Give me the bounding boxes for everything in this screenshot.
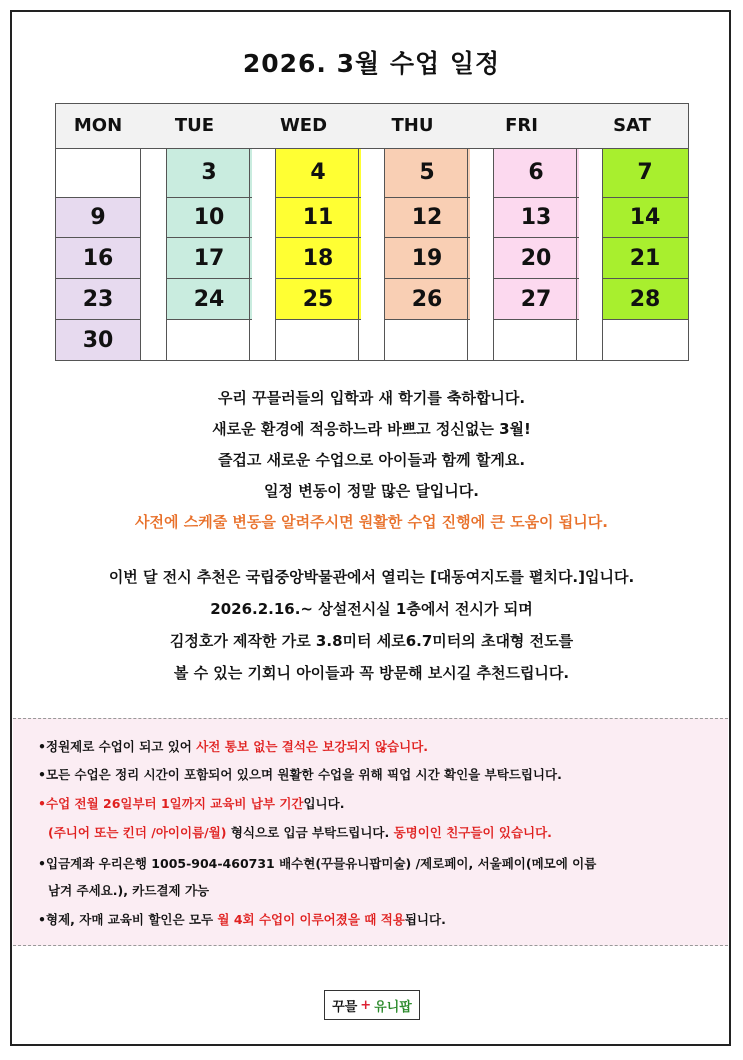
note-absence: •정원제로 수업이 되고 있어 사전 통보 없는 결석은 보강되지 않습니다. [38, 739, 429, 754]
intro-line: 새로운 환경에 적응하느라 바쁘고 정신없는 3월! [212, 420, 531, 438]
intro-line: 즐겁고 새로운 수업으로 아이들과 함께 할게요. [217, 451, 526, 469]
exhibit-line: 이번 달 전시 추천은 국립중앙박물관에서 열리는 [대동여지도를 펼치다.]입니다. [108, 568, 635, 586]
calendar-date-17: 17 [166, 238, 252, 279]
calendar-date-5: 5 [384, 148, 470, 198]
day-header-tue: TUE [140, 104, 249, 148]
calendar-date-18: 18 [275, 238, 361, 279]
intro-text [0, 383, 743, 538]
calendar-date-10: 10 [166, 198, 252, 238]
exhibit-line: 볼 수 있는 기회니 아이들과 꼭 방문해 보시길 추천드립니다. [173, 664, 570, 682]
note-payment-format: (주니어 또는 킨더 /아이이름/월) 형식으로 입금 부탁드립니다. 동명이인 친구들이 있습니다. [48, 825, 552, 840]
grid-line [493, 148, 494, 361]
calendar-date-27: 27 [493, 279, 579, 320]
calendar-empty-cell [384, 320, 470, 361]
note-account: •입금계좌 우리은행 1005-904-460731 배수현(꾸믈유니팝미술) /제로페이, 서울페이(메모에 이름 [38, 856, 597, 871]
grid-line [384, 148, 385, 361]
calendar-date-9: 9 [56, 198, 140, 238]
day-header-mon: MON [56, 104, 140, 148]
calendar-empty-cell [602, 320, 688, 361]
intro-line: 일정 변동이 정말 많은 달입니다. [264, 482, 479, 500]
calendar-date-20: 20 [493, 238, 579, 279]
grid-line [576, 148, 577, 361]
calendar-date-19: 19 [384, 238, 470, 279]
exhibit-line: 2026.2.16.~ 상설전시실 1층에서 전시가 되며 [210, 600, 533, 618]
brand-logo: 꾸믈 + 유니팝 [324, 990, 420, 1020]
calendar-date-23: 23 [56, 279, 140, 320]
calendar-date-30: 30 [56, 320, 140, 361]
intro-highlight-line: 사전에 스케줄 변동을 알려주시면 원활한 수업 진행에 큰 도움이 됩니다. [135, 513, 608, 531]
calendar-date-21: 21 [602, 238, 688, 279]
grid-line [602, 148, 603, 361]
day-header-wed: WED [249, 104, 358, 148]
note-account-cont: 남겨 주세요.), 카드결제 가능 [48, 883, 210, 898]
day-header-thu: THU [358, 104, 467, 148]
calendar-date-11: 11 [275, 198, 361, 238]
calendar-date-25: 25 [275, 279, 361, 320]
calendar-date-3: 3 [166, 148, 252, 198]
page-title: 2026. 3월 수업 일정 [242, 49, 501, 78]
calendar-date-24: 24 [166, 279, 252, 320]
calendar-date-6: 6 [493, 148, 579, 198]
calendar-empty-cell [275, 320, 361, 361]
calendar-empty-cell [56, 148, 140, 198]
day-header-fri: FRI [467, 104, 576, 148]
calendar [55, 103, 689, 361]
grid-line [467, 148, 468, 361]
calendar-empty-cell [166, 320, 252, 361]
calendar-date-26: 26 [384, 279, 470, 320]
calendar-date-7: 7 [602, 148, 688, 198]
calendar-date-14: 14 [602, 198, 688, 238]
calendar-date-13: 13 [493, 198, 579, 238]
note-payment-period: •수업 전월 26일부터 1일까지 교육비 납부 기간입니다. [38, 796, 345, 811]
calendar-date-28: 28 [602, 279, 688, 320]
grid-line [140, 148, 141, 361]
calendar-date-4: 4 [275, 148, 361, 198]
calendar-date-12: 12 [384, 198, 470, 238]
grid-line [275, 148, 276, 361]
exhibit-line: 김정호가 제작한 가로 3.8미터 세로6.7미터의 초대형 전도를 [169, 632, 574, 650]
grid-line [358, 148, 359, 361]
calendar-empty-cell [493, 320, 579, 361]
grid-line [249, 148, 250, 361]
note-sibling-discount: •형제, 자매 교육비 할인은 모두 월 4회 수업이 이루어졌을 때 적용됩니다. [38, 912, 446, 927]
note-pickup: •모든 수업은 정리 시간이 포함되어 있으며 원활한 수업을 위해 픽업 시간 확인을 부탁드립니다. [38, 767, 562, 782]
calendar-date-16: 16 [56, 238, 140, 279]
intro-line: 우리 꾸믈러들의 입학과 새 학기를 축하합니다. [217, 389, 526, 407]
grid-line [166, 148, 167, 361]
exhibit-text [0, 561, 743, 689]
grid-line [56, 148, 688, 149]
day-header-sat: SAT [576, 104, 688, 148]
